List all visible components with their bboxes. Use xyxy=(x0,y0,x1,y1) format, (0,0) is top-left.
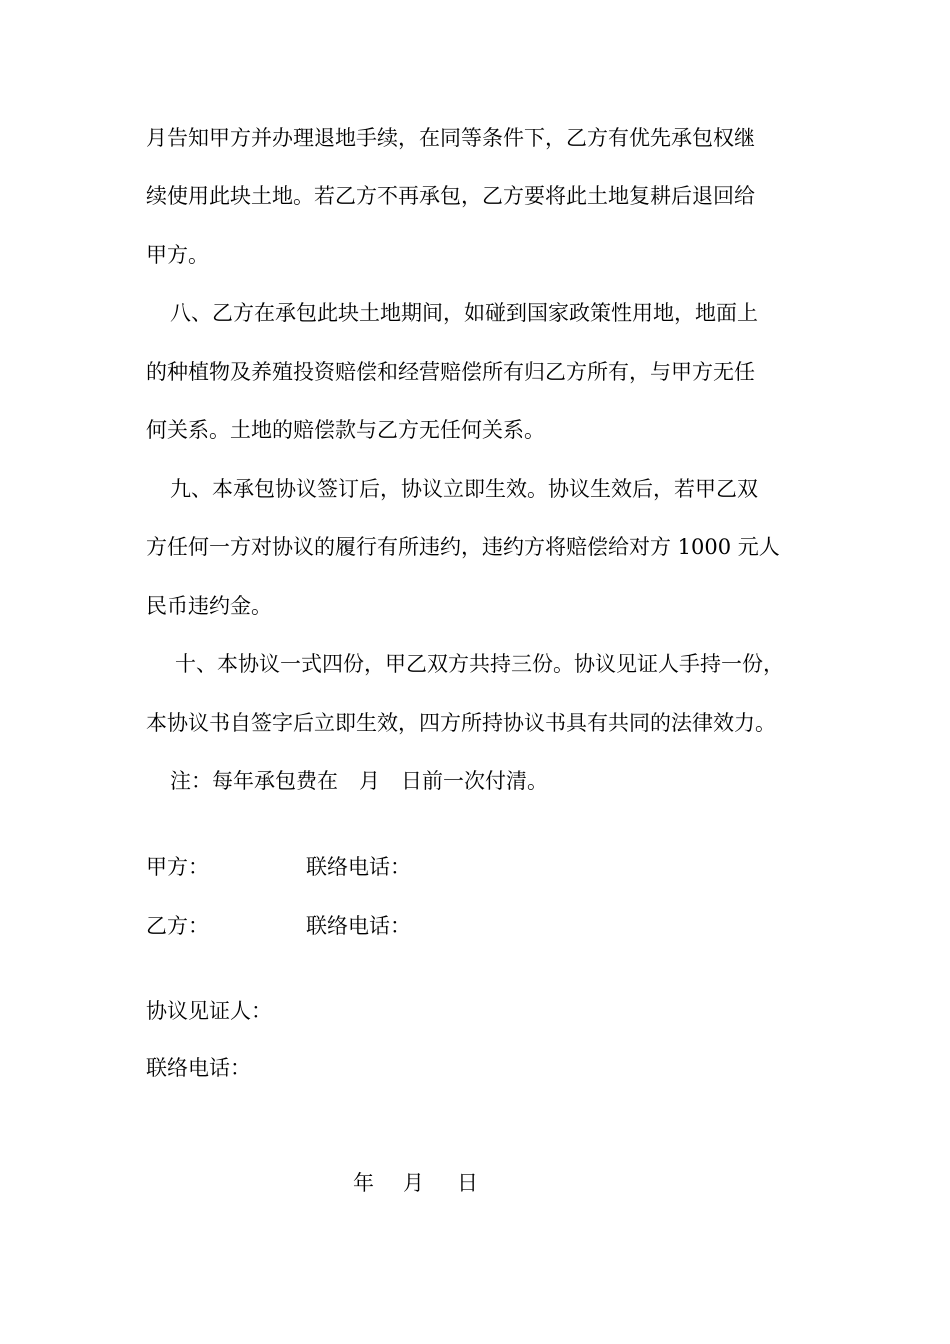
paragraph-7-line-3: 甲方。 xyxy=(146,243,209,267)
paragraph-7-line-2: 续使用此块土地。若乙方不再承包，乙方要将此土地复耕后退回给 xyxy=(146,184,755,208)
payment-note: 注：每年承包费在 月 日前一次付清。 xyxy=(170,769,548,793)
paragraph-8-line-1: 八、乙方在承包此块土地期间，如碰到国家政策性用地，地面上 xyxy=(170,301,758,325)
date-year-label: 年 xyxy=(353,1171,374,1195)
date-day-label: 日 xyxy=(457,1171,478,1195)
witness-phone-label: 联络电话： xyxy=(146,1056,251,1080)
date-month-label: 月 xyxy=(403,1171,424,1195)
paragraph-10-line-2: 本协议书自签字后立即生效，四方所持协议书具有共同的法律效力。 xyxy=(146,711,776,735)
paragraph-8-line-3: 何关系。土地的赔偿款与乙方无任何关系。 xyxy=(146,418,545,442)
paragraph-10-line-1: 十、本协议一式四份，甲乙双方共持三份。协议见证人手持一份， xyxy=(175,652,784,676)
paragraph-9-line-3: 民币违约金。 xyxy=(146,594,272,618)
paragraph-9-line-1: 九、本承包协议签订后，协议立即生效。协议生效后，若甲乙双 xyxy=(170,477,758,501)
paragraph-7-line-1: 月告知甲方并办理退地手续，在同等条件下，乙方有优先承包权继 xyxy=(146,126,755,150)
party-a-phone-label: 联络电话： xyxy=(306,855,411,879)
witness-label: 协议见证人： xyxy=(146,999,272,1023)
paragraph-9-line-2: 方任何一方对协议的履行有所违约，违约方将赔偿给对方 1000 元人 xyxy=(146,535,780,559)
party-a-label: 甲方： xyxy=(146,855,209,879)
party-b-label: 乙方： xyxy=(146,914,209,938)
party-b-phone-label: 联络电话： xyxy=(306,914,411,938)
paragraph-8-line-2: 的种植物及养殖投资赔偿和经营赔偿所有归乙方所有，与甲方无任 xyxy=(146,360,755,384)
